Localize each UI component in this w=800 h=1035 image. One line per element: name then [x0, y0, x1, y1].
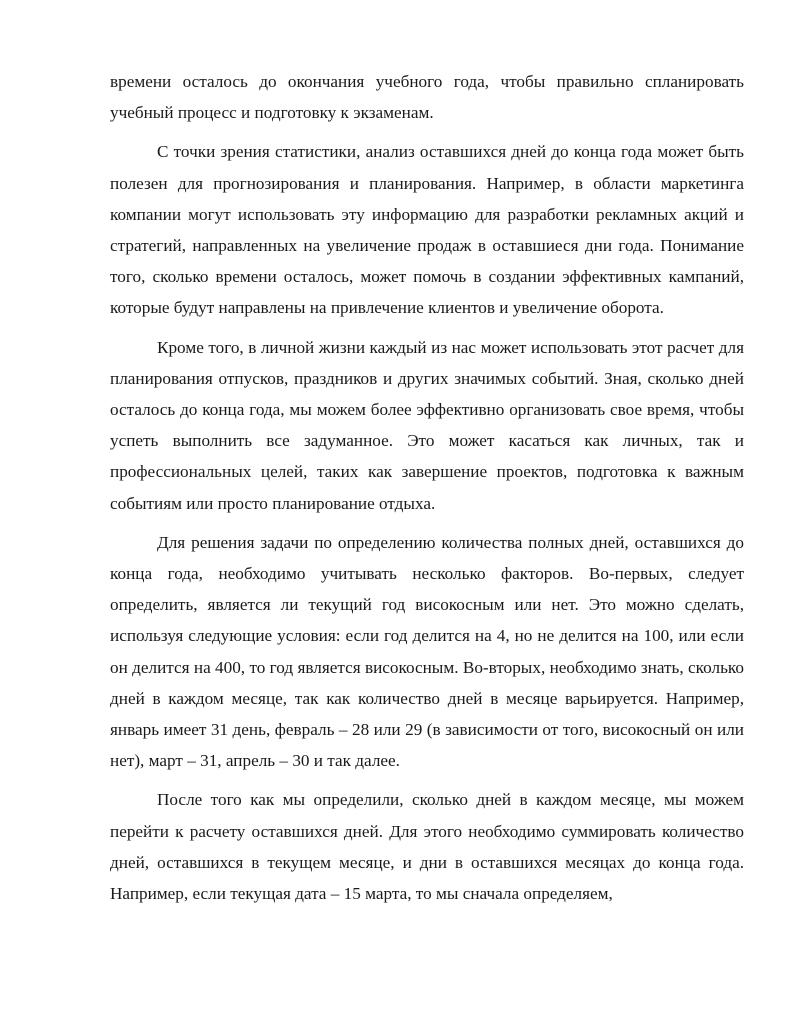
paragraph-personal-life: Кроме того, в личной жизни каждый из нас может использовать этот расчет для планирования отпусков, праздников и других значимых событий. Зная, сколько дней осталось до конца года, мы можем более эффективно организовать свое время, чтобы успеть выполнить все задуманное. Это может касаться как личных, так и профессиональных целей, таких как завершение проектов, подготовка к важным событиям или просто планирование отдыха. — [110, 337, 744, 513]
paragraph-continuation: времени осталось до окончания учебного года, чтобы правильно спланировать учебный процесс и подготовку к экзаменам. — [110, 72, 744, 123]
paragraph-calculation: После того как мы определили, сколько дней в каждом месяце, мы можем перейти к расчету оставшихся дней. Для этого необходимо суммировать количество дней, оставшихся в текущем месяце, и дни в оставшихся месяцах до конца года. Например, если текущая дата – 15 марта, то мы сначала определяем, — [110, 790, 744, 904]
paragraph-statistics: С точки зрения статистики, анализ оставшихся дней до конца года может быть полезен для прогнозирования и планирования. Например, в области маркетинга компании могут использовать эту информацию для разработки рекламных акций и стратегий, направленных на увеличение продаж в оставшиеся дни года. Понимание того, сколько времени осталось, может помочь в создании эффективных кампаний, которые будут направлены на привлечение клиентов и увеличение оборота. — [110, 142, 744, 318]
document-page — [110, 66, 744, 917]
paragraph-leap-year: Для решения задачи по определению количества полных дней, оставшихся до конца года, необходимо учитывать несколько факторов. Во-первых, следует определить, является ли текущий год високосным или нет. Это можно сделать, используя следующие условия: если год делится на 4, но не делится на 100, или если он делится на 400, то год является високосным. Во-вторых, необходимо знать, сколько дней в каждом месяце, так как количество дней в месяце варьируется. Например, январь имеет 31 день, февраль – 28 или 29 (в зависимости от того, високосный он или нет), март – 31, апрель – 30 и так далее. — [110, 532, 744, 771]
